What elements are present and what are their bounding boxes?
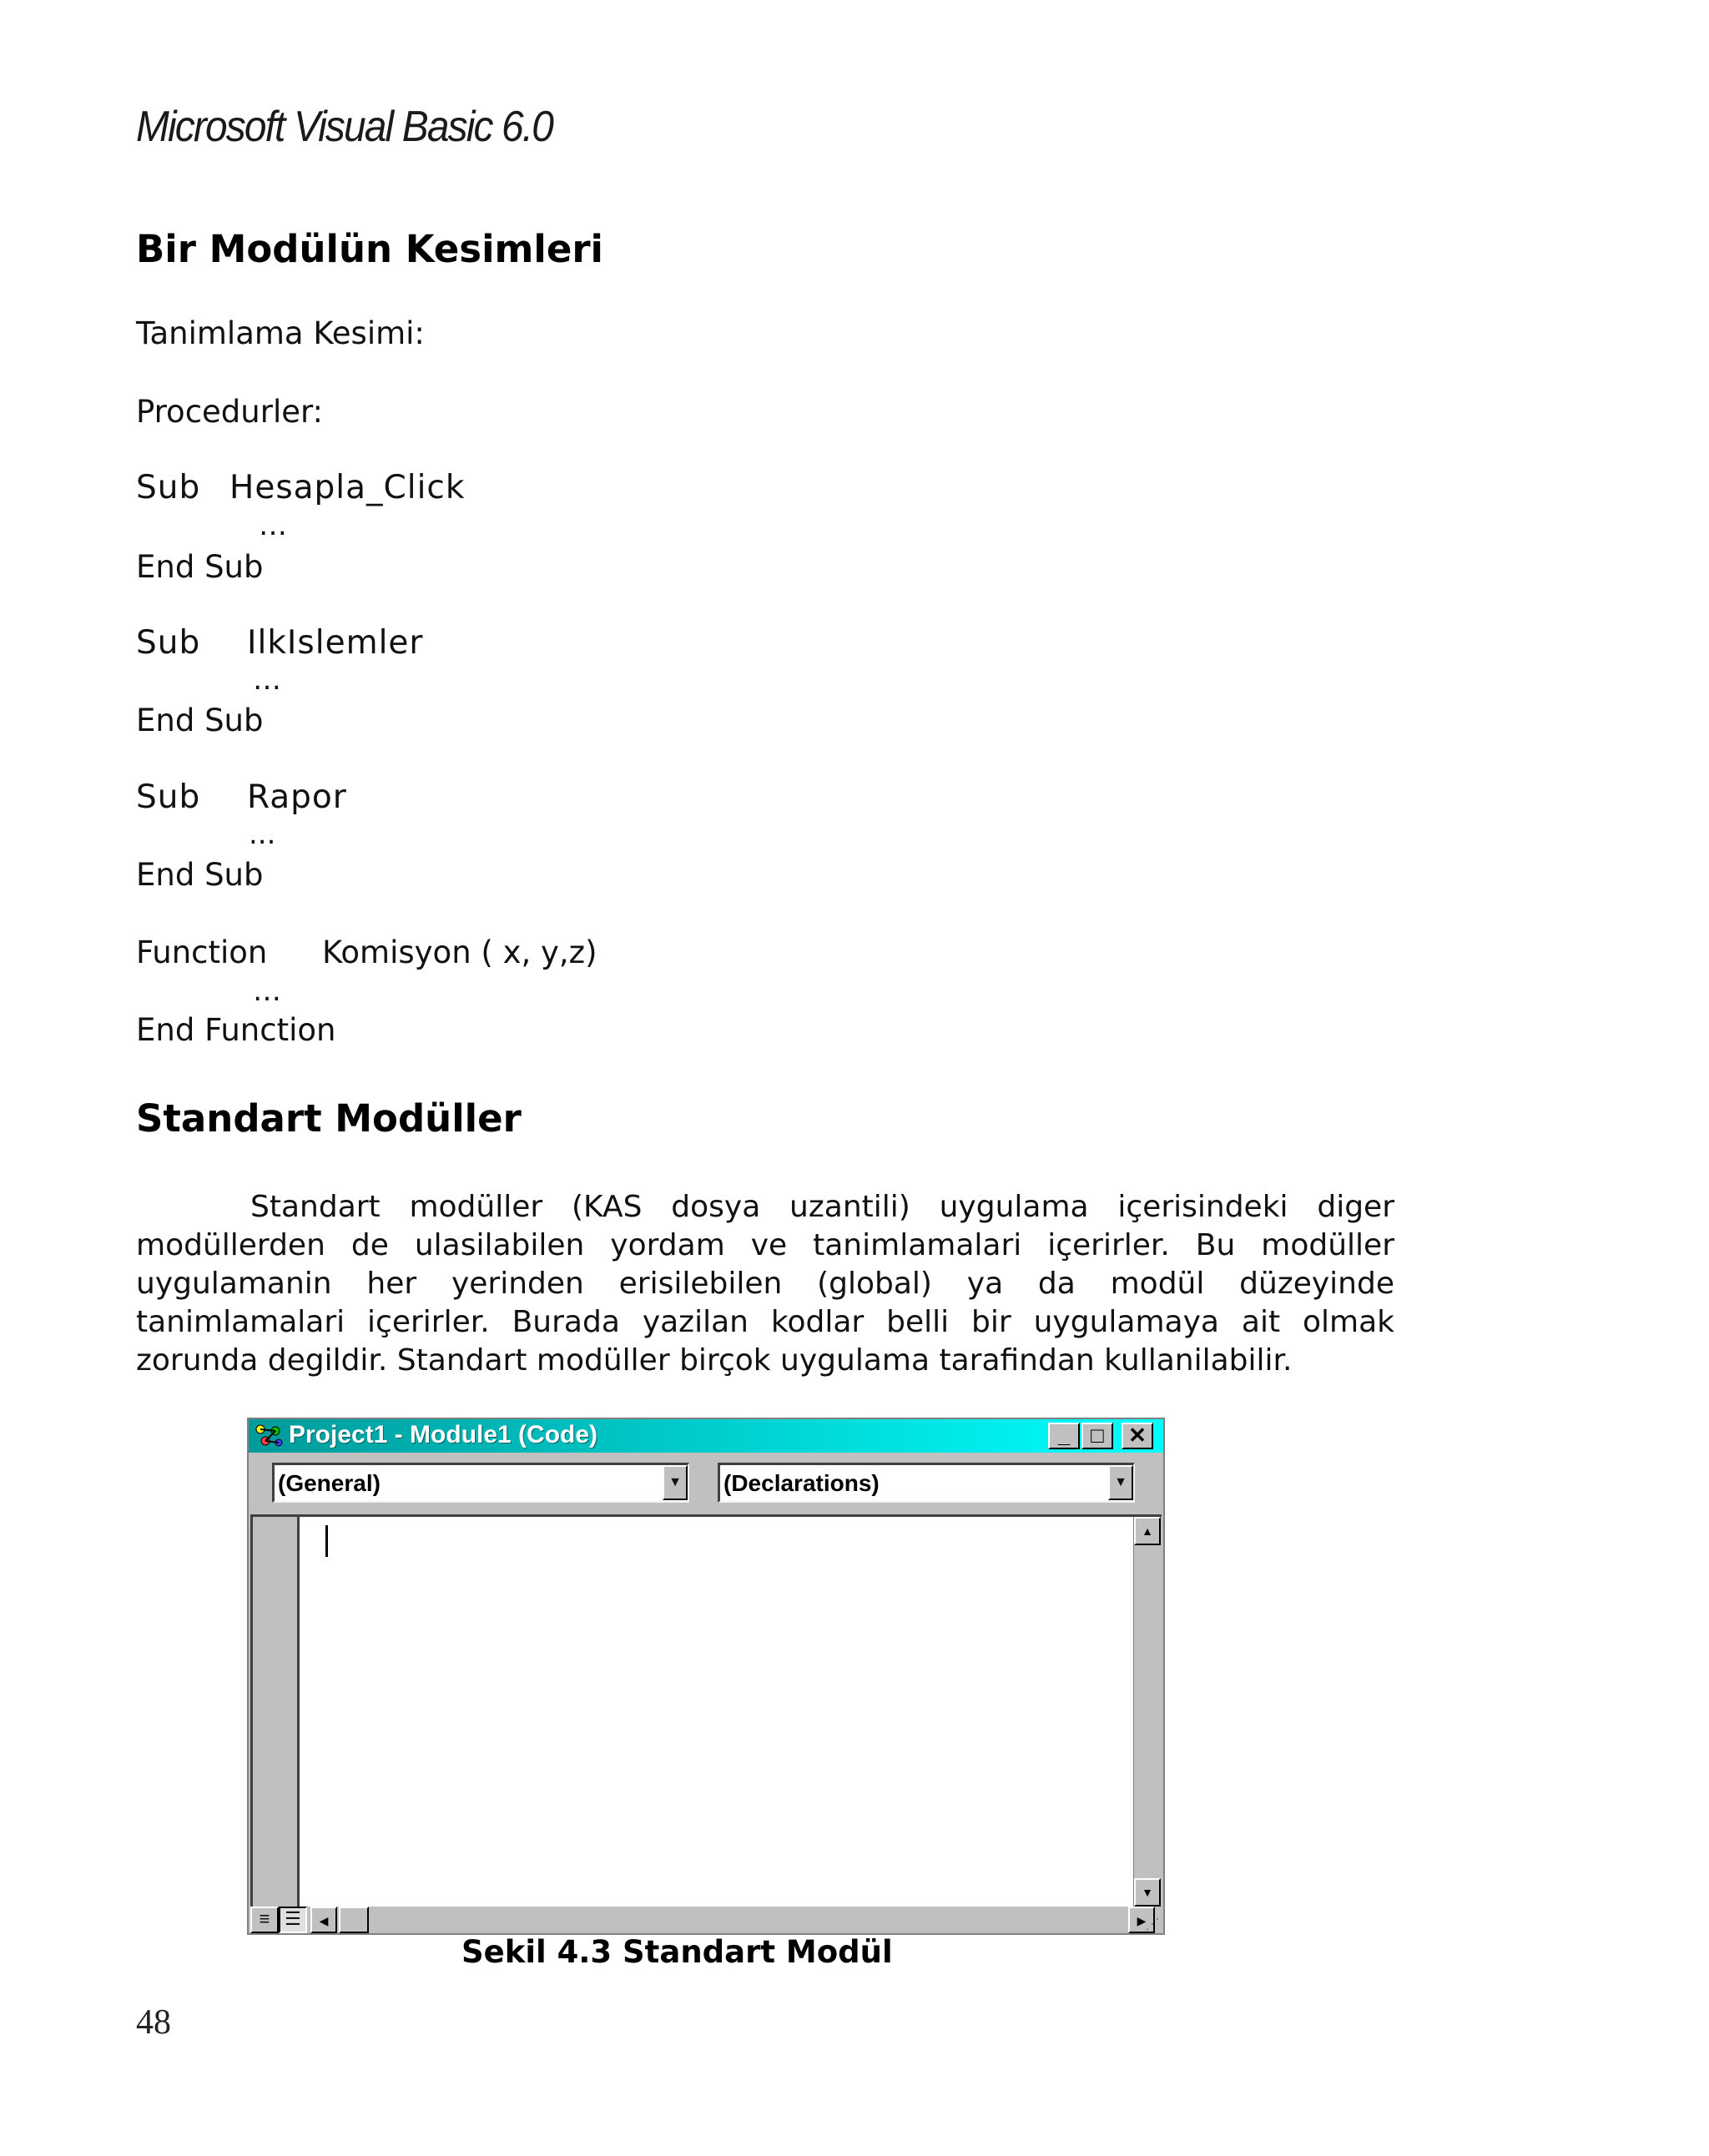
- section-heading-standard-modules: Standart Modüller: [136, 1096, 522, 1141]
- maximize-icon: □: [1091, 1423, 1104, 1448]
- section-heading-module-parts: Bir Modülün Kesimleri: [136, 227, 603, 271]
- procedure-view-button[interactable]: [250, 1907, 279, 1933]
- code-proc-name: Hesapla_Click: [229, 469, 466, 506]
- title-bar[interactable]: [249, 1419, 1163, 1453]
- scroll-up-button[interactable]: [1134, 1517, 1161, 1545]
- horizontal-scroll-thumb[interactable]: [339, 1907, 369, 1933]
- scroll-down-button[interactable]: [1134, 1878, 1161, 1907]
- running-head-title: Microsoft Visual Basic 6.0: [136, 103, 553, 151]
- margin-indicator-bar[interactable]: [253, 1517, 300, 1907]
- arrow-down-icon: ▼: [1142, 1886, 1153, 1899]
- close-button[interactable]: [1122, 1423, 1153, 1449]
- standard-modules-paragraph: Standart modüller (KAS dosya uzantili) uygulama içerisindeki diger modüllerden de ulasilabilen yordam ve tanimlamalari içerirler. Bu modüller uygulamanin her yerinden erisilebilen (global) ya da modül düzeyinde tanimlamalari içerirler. Burada yazilan kodlar belli bir uygulamaya ait olmak zorunda degildir. Standart modüller birçok uygulama tarafindan kullanilabilir.: [136, 1190, 1394, 1378]
- code-keyword-sub: Sub: [136, 469, 201, 506]
- full-module-view-button[interactable]: [279, 1907, 307, 1933]
- code-end-sub: End Sub: [136, 703, 264, 738]
- code-window: [247, 1418, 1165, 1935]
- project-module-icon: [252, 1423, 285, 1449]
- arrow-right-icon: ▶: [1137, 1914, 1147, 1927]
- code-editor[interactable]: [250, 1514, 1162, 1907]
- code-ellipsis: …: [259, 509, 287, 542]
- object-combo[interactable]: [272, 1463, 689, 1503]
- minimize-icon: _: [1057, 1423, 1071, 1448]
- minimize-button[interactable]: [1048, 1423, 1080, 1449]
- code-keyword-function: Function: [136, 934, 268, 970]
- code-end-function: End Function: [136, 1012, 336, 1048]
- chevron-down-icon: ▼: [1114, 1475, 1127, 1489]
- declaration-section-label: Tanimlama Kesimi:: [136, 315, 425, 351]
- object-combo-dropdown-button[interactable]: [663, 1465, 688, 1500]
- page-number: 48: [136, 2003, 171, 2042]
- code-proc-name: Rapor: [247, 778, 347, 816]
- procedure-combo[interactable]: [718, 1463, 1135, 1503]
- maximize-button[interactable]: [1081, 1423, 1113, 1449]
- scroll-left-button[interactable]: [310, 1907, 337, 1933]
- arrow-left-icon: ◀: [319, 1914, 329, 1927]
- close-icon: ✕: [1128, 1423, 1147, 1448]
- figure-caption: Sekil 4.3 Standart Modül: [461, 1934, 893, 1970]
- vertical-scrollbar[interactable]: [1133, 1517, 1162, 1907]
- procedure-combo-dropdown-button[interactable]: [1108, 1465, 1133, 1500]
- window-title: Project1 - Module1 (Code): [289, 1421, 598, 1448]
- arrow-up-icon: ▲: [1142, 1524, 1153, 1538]
- code-ellipsis: ...: [249, 818, 276, 851]
- text-caret: [325, 1525, 328, 1557]
- horizontal-scrollbar[interactable]: [310, 1907, 1145, 1933]
- code-end-sub: End Sub: [136, 549, 264, 585]
- full-module-view-icon: ☰: [285, 1908, 301, 1929]
- procedure-view-icon: ≡: [259, 1908, 270, 1929]
- procedures-label: Procedurler:: [136, 394, 324, 430]
- code-end-sub: End Sub: [136, 857, 264, 893]
- code-proc-name: IlkIslemler: [247, 624, 424, 662]
- resize-grip-icon[interactable]: ⋰: [1145, 1916, 1160, 1932]
- chevron-down-icon: ▼: [668, 1475, 682, 1489]
- code-keyword-sub: Sub: [136, 624, 201, 662]
- editor-bottom-bar: [250, 1907, 1162, 1933]
- object-combo-value: (General): [278, 1470, 381, 1496]
- code-ellipsis: …: [253, 663, 281, 697]
- code-ellipsis: …: [253, 975, 281, 1008]
- code-keyword-sub: Sub: [136, 778, 201, 816]
- code-function-signature: Komisyon ( x, y,z): [322, 934, 597, 970]
- procedure-combo-value: (Declarations): [723, 1470, 880, 1496]
